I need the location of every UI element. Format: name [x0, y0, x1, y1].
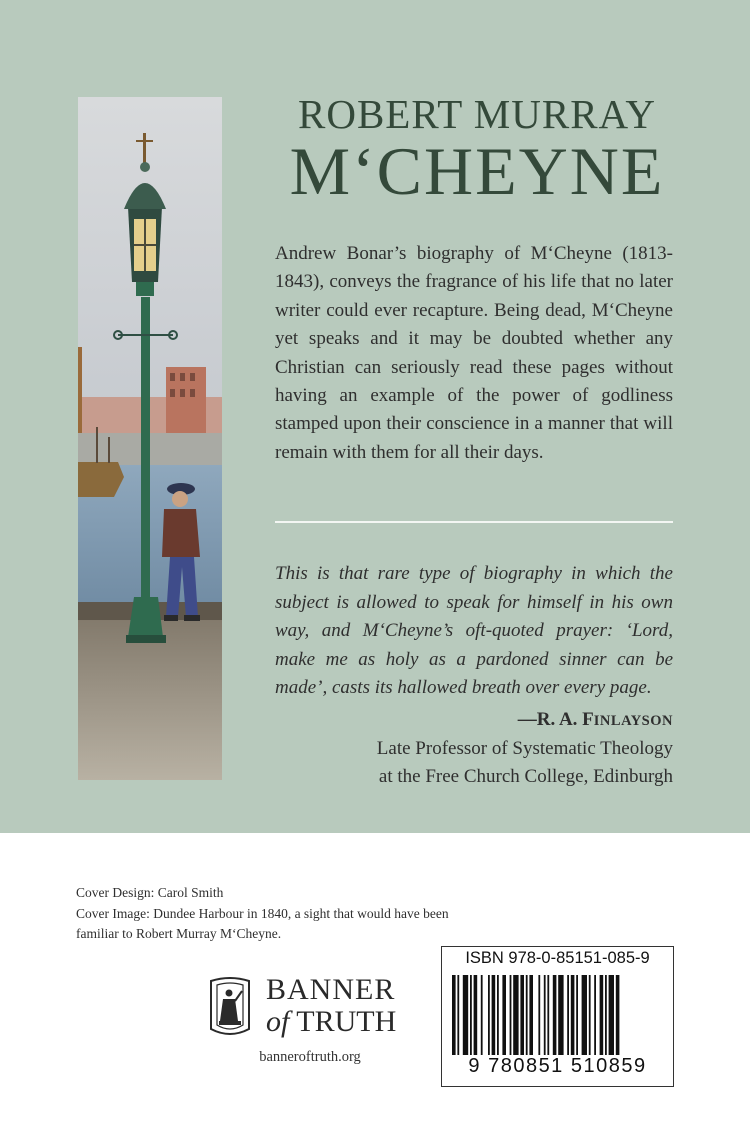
publisher-name-truth: TRUTH	[289, 1005, 397, 1038]
endorser-name-smallcaps: INLAYSON	[593, 713, 673, 729]
endorsement-quote: This is that rare type of biography in which the subject is allowed to speak for himself in his own way, and M‘Cheyne’s oft-quoted prayer: ‘Lord, make me as holy as a pardoned sinner can be made’, casts its hallowed breath over every page.	[275, 563, 673, 698]
cover-image-credit: Cover Image: Dundee Harbour in 1840, a sight that would have been familiar to Robert Murray M‘Cheyne.	[76, 905, 449, 941]
publisher-name-line-1: BANNER	[266, 973, 396, 1006]
blurb-paragraph: Andrew Bonar’s biography of M‘Cheyne (1813-1843), conveys the fragrance of his life that no later writer could ever recapture. Being dead, M‘Cheyne yet speaks and it may be doubted whether any Christian can seriously read these pages without having an example of the power of godliness stamped upon their conscience in a manner that will remain with them for all their days.	[275, 243, 673, 463]
publisher-name-of: of	[266, 1005, 290, 1038]
publisher-website: banneroftruth.org	[259, 1049, 361, 1065]
cover-credits	[76, 883, 456, 945]
barcode-box	[441, 946, 674, 1087]
cover-design-credit: Cover Design: Carol Smith	[76, 885, 224, 900]
cover-illustration	[78, 97, 222, 780]
endorser-name	[300, 706, 673, 735]
publisher-logo	[205, 973, 415, 1038]
endorser-role-line-2: at the Free Church College, Edinburgh	[378, 766, 673, 787]
publisher-name-line-2	[266, 1007, 396, 1037]
ean-digits: 9 780851 510859	[468, 1055, 647, 1077]
dundee-harbour-lamp-icon	[78, 97, 222, 780]
isbn-text: ISBN 978-0-85151-085-9	[465, 949, 650, 967]
endorsement-attribution	[300, 706, 673, 791]
preacher-icon	[205, 977, 255, 1039]
endorser-role-line-1: Late Professor of Systematic Theology	[376, 738, 673, 759]
barcode-icon	[452, 975, 663, 1055]
title-line-1: ROBERT MURRAY	[298, 91, 656, 137]
endorser-name-prefix: —R. A. F	[517, 709, 594, 730]
divider	[275, 521, 673, 523]
title-line-2: M‘CHEYNE	[289, 133, 665, 209]
